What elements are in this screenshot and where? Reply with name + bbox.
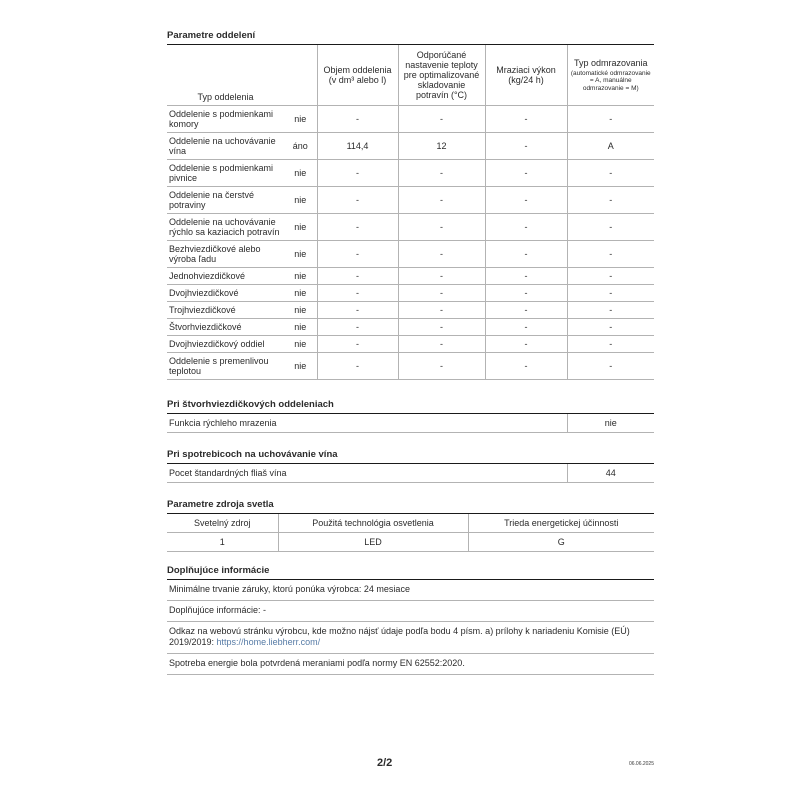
table-row (167, 240, 654, 267)
col-header-defrost-main: Typ odmrazovania (573, 57, 648, 68)
cell-temperature: - (398, 159, 485, 186)
cell-temperature: - (398, 105, 485, 132)
col-header-present (284, 45, 317, 105)
cell-volume: - (317, 213, 398, 240)
col-header-type: Typ oddelenia (167, 45, 284, 105)
light-efficiency-header: Trieda energetickej účinnosti (468, 514, 654, 533)
light-value-row (167, 532, 654, 551)
table-row (167, 301, 654, 318)
row-label: Oddelenie na uchovávanie rýchlo sa kaziacich potravín (167, 213, 284, 240)
row-present: nie (284, 352, 317, 379)
cell-freezing: - (485, 267, 567, 284)
cell-defrost: - (567, 213, 654, 240)
website-info-text: Odkaz na webovú stránku výrobcu, kde možno nájsť údaje podľa bodu 4 písm. a) prílohy k nariadeniu Komisie (EÚ) 2019/2019: (169, 625, 630, 647)
cell-volume: - (317, 186, 398, 213)
cell-volume: 114,4 (317, 132, 398, 159)
fast-freeze-value: nie (567, 414, 654, 433)
cell-defrost: - (567, 240, 654, 267)
warranty-info: Minimálne trvanie záruky, ktorú ponúka výrobca: 24 mesiace (167, 580, 654, 601)
row-label: Štvorhviezdičkové (167, 318, 284, 335)
cell-temperature: - (398, 213, 485, 240)
website-info (167, 622, 654, 654)
cell-volume: - (317, 105, 398, 132)
row-present: nie (284, 240, 317, 267)
row-present: nie (284, 213, 317, 240)
table-row (167, 352, 654, 379)
compartments-section-title: Parametre oddelení (167, 30, 654, 45)
light-table (167, 514, 654, 552)
row-present: nie (284, 284, 317, 301)
cell-freezing: - (485, 159, 567, 186)
cell-freezing: - (485, 335, 567, 352)
row-label: Dvojhviezdičkové (167, 284, 284, 301)
cell-volume: - (317, 284, 398, 301)
cell-volume: - (317, 240, 398, 267)
row-label: Trojhviezdičkové (167, 301, 284, 318)
light-section-title: Parametre zdroja svetla (167, 499, 654, 514)
table-row (167, 159, 654, 186)
table-row (167, 464, 654, 483)
row-label: Dvojhviezdičkový oddiel (167, 335, 284, 352)
cell-defrost: - (567, 352, 654, 379)
row-present: áno (284, 132, 317, 159)
table-row (167, 267, 654, 284)
table-row (167, 105, 654, 132)
cell-freezing: - (485, 213, 567, 240)
table-row (167, 335, 654, 352)
table-row (167, 318, 654, 335)
cell-freezing: - (485, 105, 567, 132)
compartments-header-row (167, 45, 654, 105)
energy-info: Spotreba energie bola potvrdená meraniami podľa normy EN 62552:2020. (167, 654, 654, 675)
cell-freezing: - (485, 240, 567, 267)
table-row (167, 132, 654, 159)
four-star-table (167, 414, 654, 433)
cell-temperature: - (398, 240, 485, 267)
wine-table (167, 464, 654, 483)
light-technology-header: Použitá technológia osvetlenia (278, 514, 468, 533)
cell-volume: - (317, 335, 398, 352)
cell-defrost: A (567, 132, 654, 159)
page-number: 2/2 (377, 757, 393, 769)
cell-freezing: - (485, 352, 567, 379)
row-label: Oddelenie na uchovávanie vína (167, 132, 284, 159)
wine-section-title: Pri spotrebicoch na uchovávanie vína (167, 449, 654, 464)
extra-info: Doplňujúce informácie: - (167, 601, 654, 622)
cell-volume: - (317, 159, 398, 186)
row-present: nie (284, 105, 317, 132)
cell-temperature: - (398, 301, 485, 318)
row-present: nie (284, 335, 317, 352)
cell-temperature: - (398, 284, 485, 301)
col-header-freezing: Mraziaci výkon (kg/24 h) (485, 45, 567, 105)
cell-defrost: - (567, 318, 654, 335)
wine-bottles-label: Pocet štandardných fliaš vína (167, 464, 567, 483)
footer-date: 06.06.2025 (628, 761, 654, 767)
fast-freeze-label: Funkcia rýchleho mrazenia (167, 414, 567, 433)
cell-defrost: - (567, 301, 654, 318)
table-row (167, 213, 654, 240)
light-source-value: 1 (167, 532, 278, 551)
cell-defrost: - (567, 105, 654, 132)
compartments-table (167, 45, 654, 380)
cell-defrost: - (567, 267, 654, 284)
light-header-row (167, 514, 654, 533)
row-label: Bezhviezdičkové alebo výroba ľadu (167, 240, 284, 267)
cell-volume: - (317, 301, 398, 318)
cell-volume: - (317, 267, 398, 284)
document-page (167, 30, 654, 675)
cell-temperature: - (398, 186, 485, 213)
wine-bottles-value: 44 (567, 464, 654, 483)
cell-defrost: - (567, 159, 654, 186)
row-present: nie (284, 186, 317, 213)
cell-temperature: - (398, 318, 485, 335)
cell-temperature: - (398, 267, 485, 284)
col-header-temperature: Odporúčané nastavenie teploty pre optimalizované skladovanie potravín (°C) (398, 45, 485, 105)
cell-freezing: - (485, 318, 567, 335)
row-label: Oddelenie s premenlivou teplotou (167, 352, 284, 379)
four-star-section-title: Pri štvorhviezdičkových oddeleniach (167, 399, 654, 414)
row-present: nie (284, 318, 317, 335)
cell-temperature: - (398, 352, 485, 379)
cell-defrost: - (567, 335, 654, 352)
cell-defrost: - (567, 186, 654, 213)
row-present: nie (284, 301, 317, 318)
table-row (167, 186, 654, 213)
light-efficiency-value: G (468, 532, 654, 551)
cell-freezing: - (485, 132, 567, 159)
cell-temperature: - (398, 335, 485, 352)
table-row (167, 284, 654, 301)
row-present: nie (284, 267, 317, 284)
row-label: Oddelenie s podmienkami pivnice (167, 159, 284, 186)
light-source-header: Svetelný zdroj (167, 514, 278, 533)
row-present: nie (284, 159, 317, 186)
table-row (167, 414, 654, 433)
cell-freezing: - (485, 186, 567, 213)
cell-freezing: - (485, 301, 567, 318)
row-label: Oddelenie na čerstvé potraviny (167, 186, 284, 213)
cell-defrost: - (567, 284, 654, 301)
light-technology-value: LED (278, 532, 468, 551)
cell-volume: - (317, 318, 398, 335)
cell-volume: - (317, 352, 398, 379)
cell-freezing: - (485, 284, 567, 301)
additional-section-title: Doplňujúce informácie (167, 565, 654, 580)
col-header-volume: Objem oddelenia (v dm³ alebo l) (317, 45, 398, 105)
col-header-defrost-sub: (automatické odmrazovanie = A, manuálne odmrazovanie = M) (570, 69, 651, 92)
col-header-defrost (567, 45, 654, 105)
row-label: Jednohviezdičkové (167, 267, 284, 284)
manufacturer-website-link[interactable]: https://home.liebherr.com/ (216, 636, 321, 647)
cell-temperature: 12 (398, 132, 485, 159)
row-label: Oddelenie s podmienkami komory (167, 105, 284, 132)
